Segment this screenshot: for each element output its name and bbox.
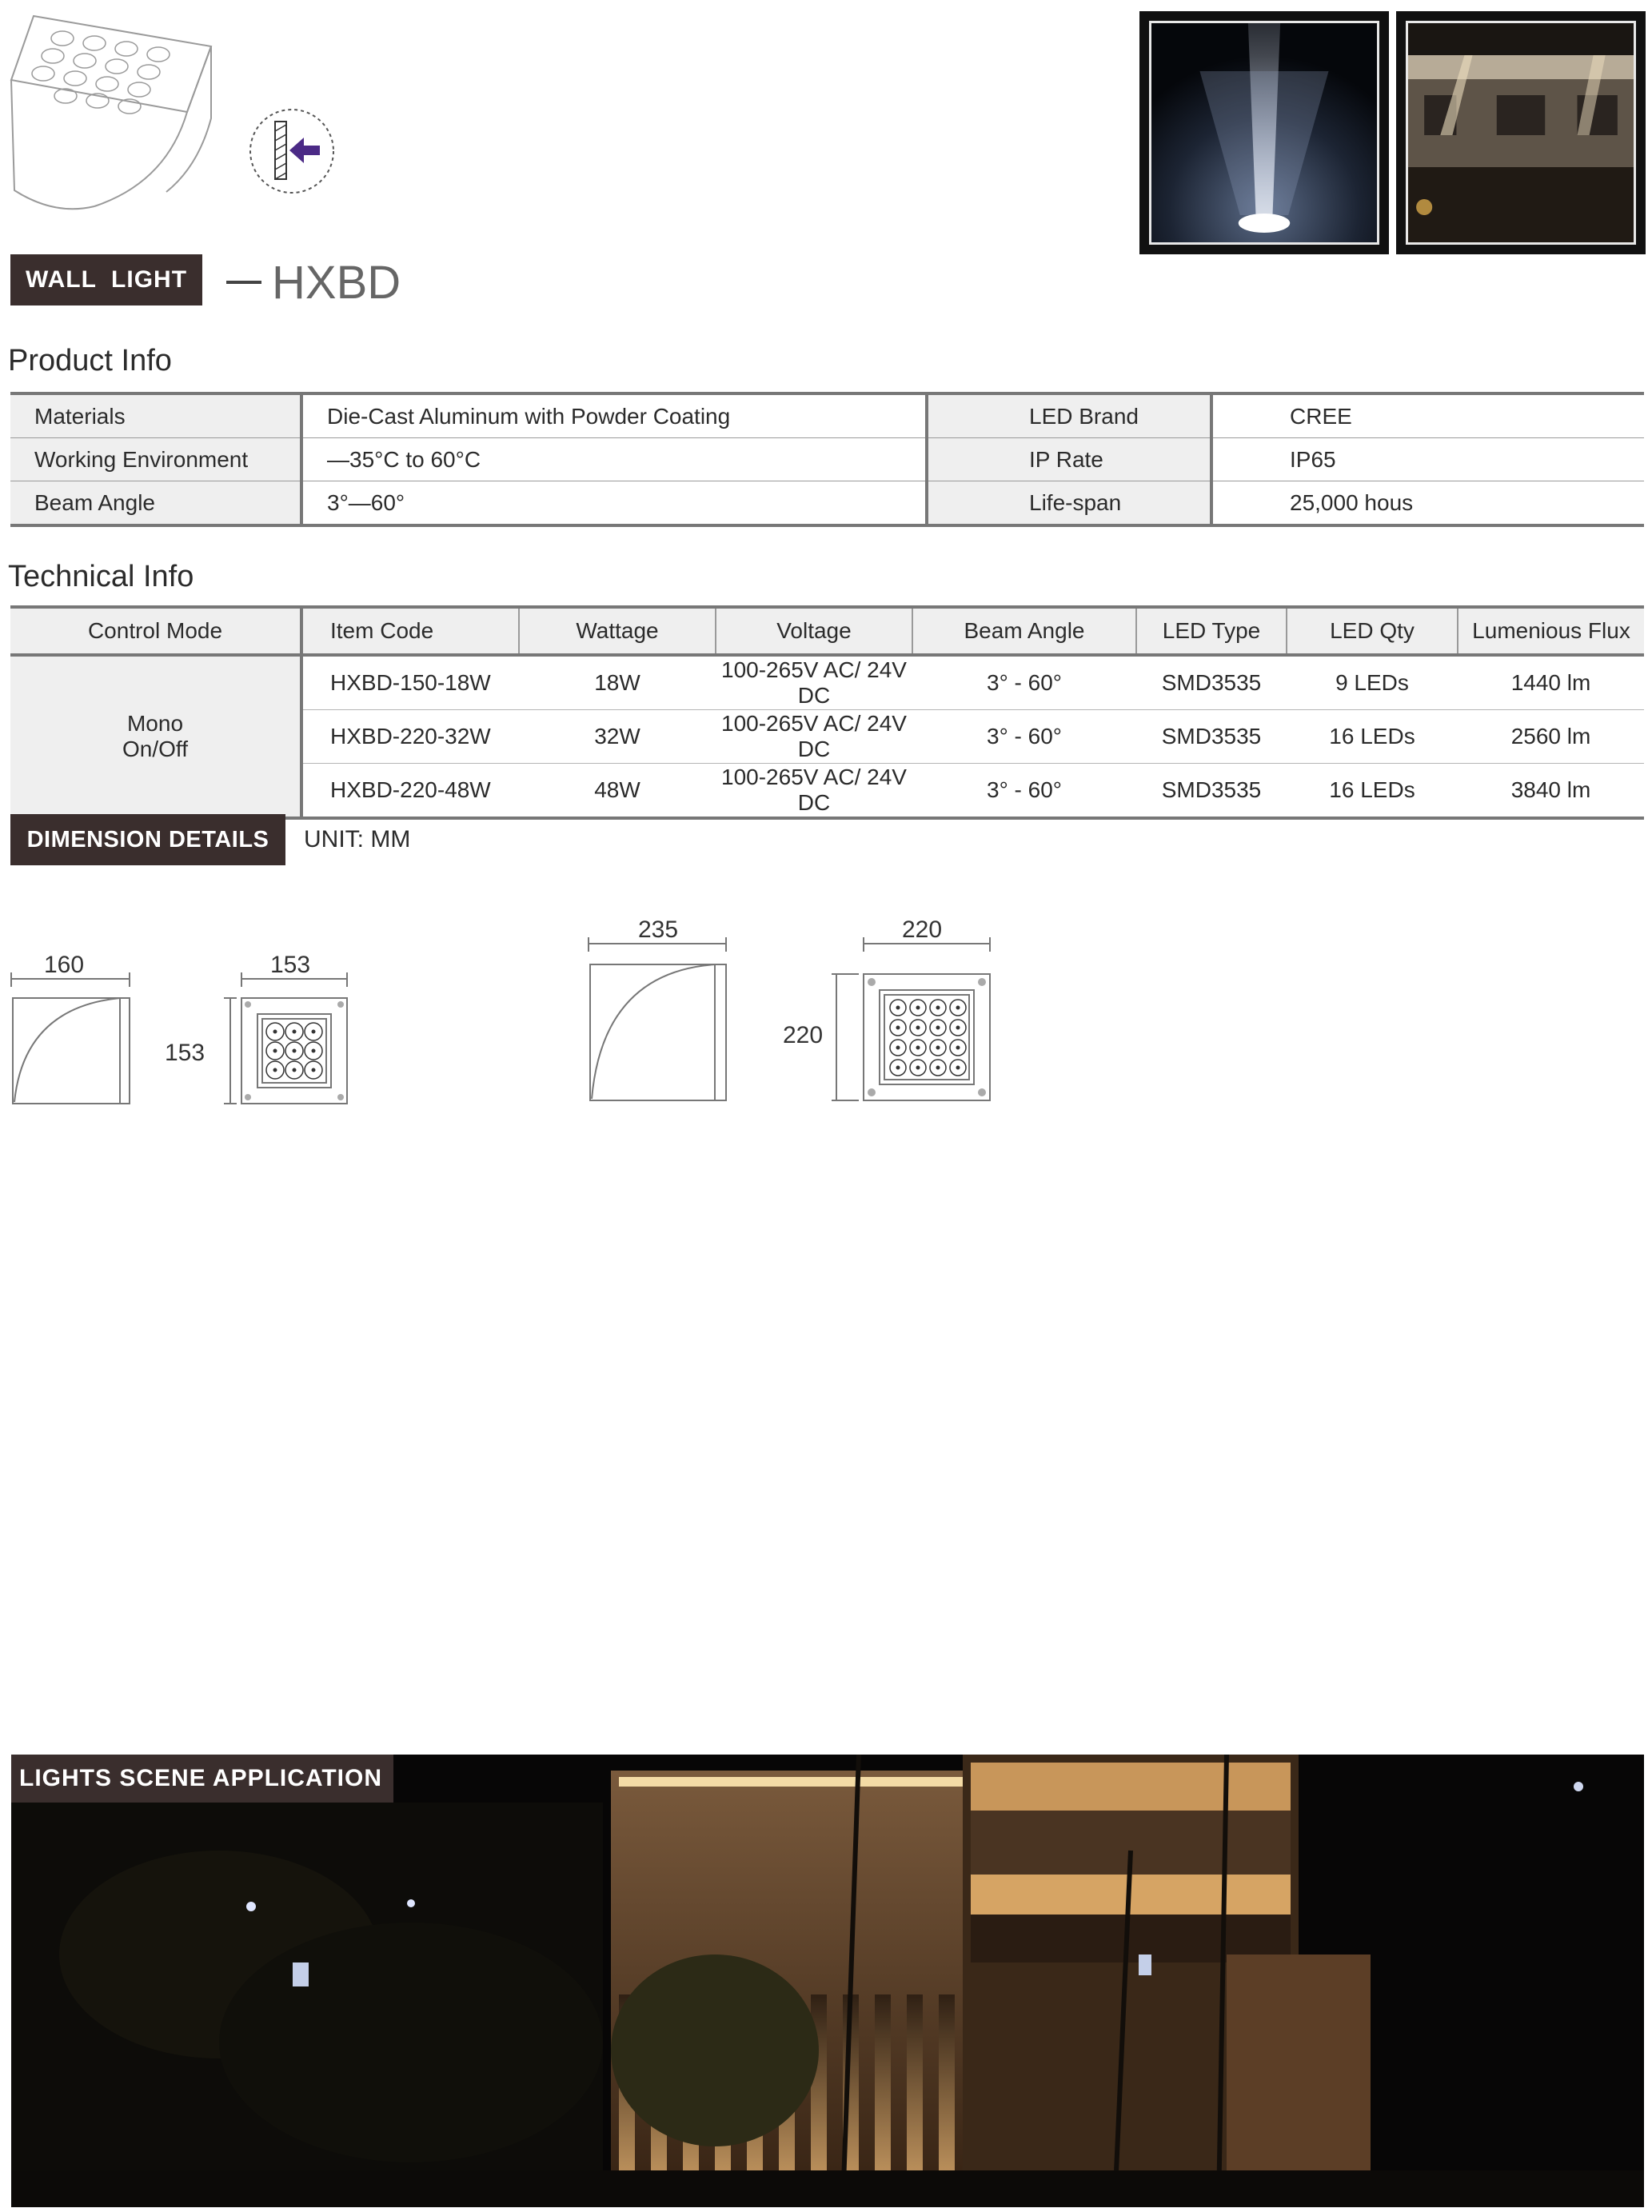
category-label: WALL LIGHT bbox=[25, 266, 188, 293]
scene-label: LIGHTS SCENE APPLICATION bbox=[11, 1755, 393, 1803]
control-mode-line1: Mono bbox=[126, 711, 184, 736]
small-front-height-label: 153 bbox=[165, 1040, 206, 1066]
table-header-row bbox=[10, 607, 1644, 655]
col-header: LED Type bbox=[1136, 607, 1287, 655]
pi-label: Beam Angle bbox=[10, 481, 301, 526]
pi-value: IP65 bbox=[1211, 438, 1644, 481]
wattage: 32W bbox=[519, 710, 716, 764]
col-header: Beam Angle bbox=[912, 607, 1136, 655]
large-front-height-label: 220 bbox=[783, 1022, 824, 1048]
led-type: SMD3535 bbox=[1136, 710, 1287, 764]
pi-value: Die-Cast Aluminum with Powder Coating bbox=[301, 393, 927, 438]
col-header: Control Mode bbox=[10, 607, 301, 655]
lumen-flux: 1440 lm bbox=[1458, 655, 1644, 710]
pi-value: CREE bbox=[1211, 393, 1644, 438]
unit-label: UNIT: MM bbox=[304, 826, 411, 852]
item-code: HXBD-220-32W bbox=[301, 710, 519, 764]
voltage: 100-265V AC/ 24V DC bbox=[716, 764, 912, 819]
small-side-width-label: 160 bbox=[44, 952, 85, 978]
pi-label: Life-span bbox=[927, 481, 1211, 526]
lumen-flux: 2560 lm bbox=[1458, 710, 1644, 764]
led-qty: 16 LEDs bbox=[1287, 710, 1458, 764]
beam-angle: 3° - 60° bbox=[912, 655, 1136, 710]
beam-angle: 3° - 60° bbox=[912, 710, 1136, 764]
control-mode-line2: On/Off bbox=[122, 737, 188, 761]
col-header: Lumenious Flux bbox=[1458, 607, 1644, 655]
table-row bbox=[10, 481, 1644, 526]
led-type: SMD3535 bbox=[1136, 764, 1287, 819]
large-front-width-label: 220 bbox=[902, 916, 943, 943]
pi-label: IP Rate bbox=[927, 438, 1211, 481]
wall-mount-icon bbox=[248, 107, 336, 195]
dimension-label: DIMENSION DETAILS bbox=[26, 826, 269, 852]
large-side-view bbox=[584, 934, 731, 1105]
voltage: 100-265V AC/ 24V DC bbox=[716, 710, 912, 764]
scene-photo bbox=[11, 1755, 1644, 2207]
model-name: HXBD bbox=[272, 257, 401, 309]
control-mode-cell bbox=[10, 655, 301, 818]
table-row bbox=[10, 438, 1644, 481]
pi-label: LED Brand bbox=[927, 393, 1211, 438]
small-front-width-label: 153 bbox=[270, 952, 311, 978]
technical-info-table bbox=[10, 605, 1644, 820]
pi-label: Working Environment bbox=[10, 438, 301, 481]
led-type: SMD3535 bbox=[1136, 655, 1287, 710]
category-tag bbox=[10, 254, 202, 305]
led-qty: 9 LEDs bbox=[1287, 655, 1458, 710]
large-side-width-label: 235 bbox=[638, 916, 679, 943]
wattage: 18W bbox=[519, 655, 716, 710]
pi-value: 3°—60° bbox=[301, 481, 927, 526]
item-code: HXBD-150-18W bbox=[301, 655, 519, 710]
building-photo bbox=[1396, 11, 1646, 254]
led-qty: 16 LEDs bbox=[1287, 764, 1458, 819]
dimension-tag bbox=[10, 814, 285, 865]
product-info-title: Product Info bbox=[8, 344, 172, 377]
lumen-flux: 3840 lm bbox=[1458, 764, 1644, 819]
col-header: Wattage bbox=[519, 607, 716, 655]
wattage: 48W bbox=[519, 764, 716, 819]
col-header: Item Code bbox=[301, 607, 519, 655]
table-row bbox=[10, 655, 1644, 710]
col-header: Voltage bbox=[716, 607, 912, 655]
large-front-view bbox=[827, 934, 995, 1105]
small-side-view bbox=[8, 968, 136, 1108]
beam-photo bbox=[1139, 11, 1389, 254]
pi-label: Materials bbox=[10, 393, 301, 438]
item-code: HXBD-220-48W bbox=[301, 764, 519, 819]
table-row bbox=[10, 393, 1644, 438]
col-header: LED Qty bbox=[1287, 607, 1458, 655]
pi-value: —35°C to 60°C bbox=[301, 438, 927, 481]
beam-angle: 3° - 60° bbox=[912, 764, 1136, 819]
technical-info-title: Technical Info bbox=[8, 560, 194, 593]
pi-value: 25,000 hous bbox=[1211, 481, 1644, 526]
voltage: 100-265V AC/ 24V DC bbox=[716, 655, 912, 710]
product-info-table bbox=[10, 392, 1644, 527]
small-front-view bbox=[214, 968, 358, 1108]
product-sketch bbox=[6, 6, 214, 216]
title-dash bbox=[226, 281, 261, 284]
